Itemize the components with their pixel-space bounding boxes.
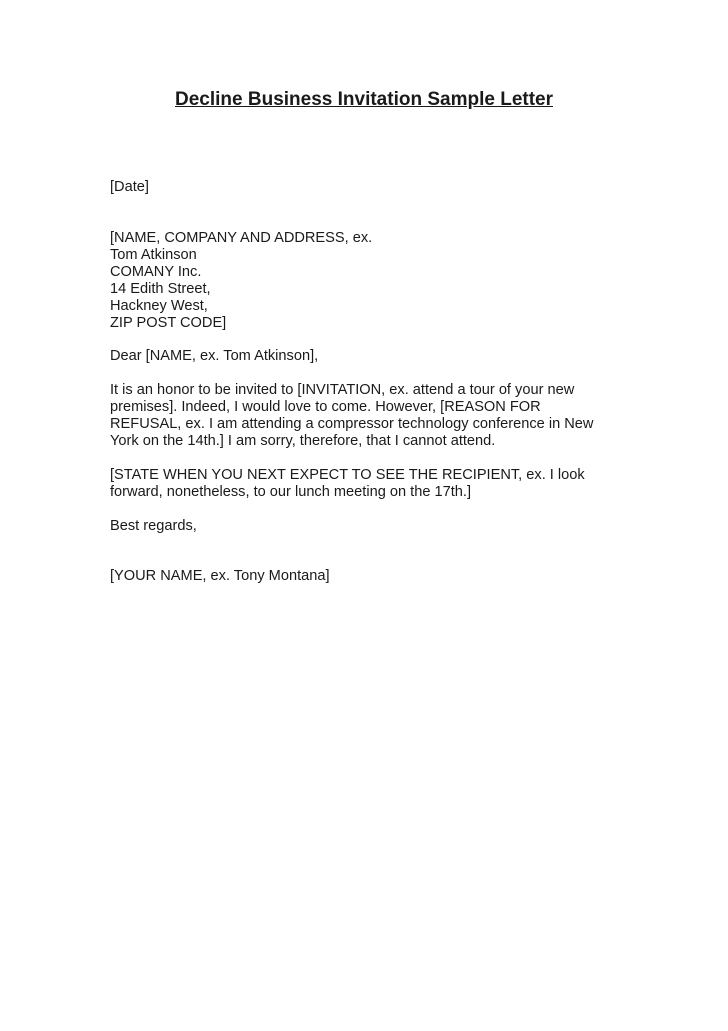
address-line-5: Hackney West, bbox=[110, 298, 208, 314]
body-paragraph-2-line-1: [STATE WHEN YOU NEXT EXPECT TO SEE THE RECIPIENT, ex. I look bbox=[110, 467, 585, 483]
body-paragraph-2-line-2: forward, nonetheless, to our lunch meeting on the 17th.] bbox=[110, 484, 472, 500]
address-line-1: [NAME, COMPANY AND ADDRESS, ex. bbox=[110, 230, 373, 246]
body-paragraph-1-line-3: REFUSAL, ex. I am attending a compressor technology conference in New bbox=[110, 416, 594, 432]
closing: Best regards, bbox=[110, 518, 197, 534]
signature: [YOUR NAME, ex. Tony Montana] bbox=[110, 568, 330, 584]
body-paragraph-1-line-4: York on the 14th.] I am sorry, therefore, that I cannot attend. bbox=[110, 433, 496, 449]
address-line-3: COMANY Inc. bbox=[110, 264, 202, 280]
letter-date: [Date] bbox=[110, 179, 149, 195]
salutation: Dear [NAME, ex. Tom Atkinson], bbox=[110, 348, 319, 364]
body-paragraph-1-line-1: It is an honor to be invited to [INVITATION, ex. attend a tour of your new bbox=[110, 382, 575, 398]
address-line-4: 14 Edith Street, bbox=[110, 281, 211, 297]
letter-title: Decline Business Invitation Sample Letter bbox=[175, 89, 553, 110]
address-line-6: ZIP POST CODE] bbox=[110, 315, 227, 331]
body-paragraph-1-line-2: premises]. Indeed, I would love to come. However, [REASON FOR bbox=[110, 399, 541, 415]
address-line-2: Tom Atkinson bbox=[110, 247, 197, 263]
